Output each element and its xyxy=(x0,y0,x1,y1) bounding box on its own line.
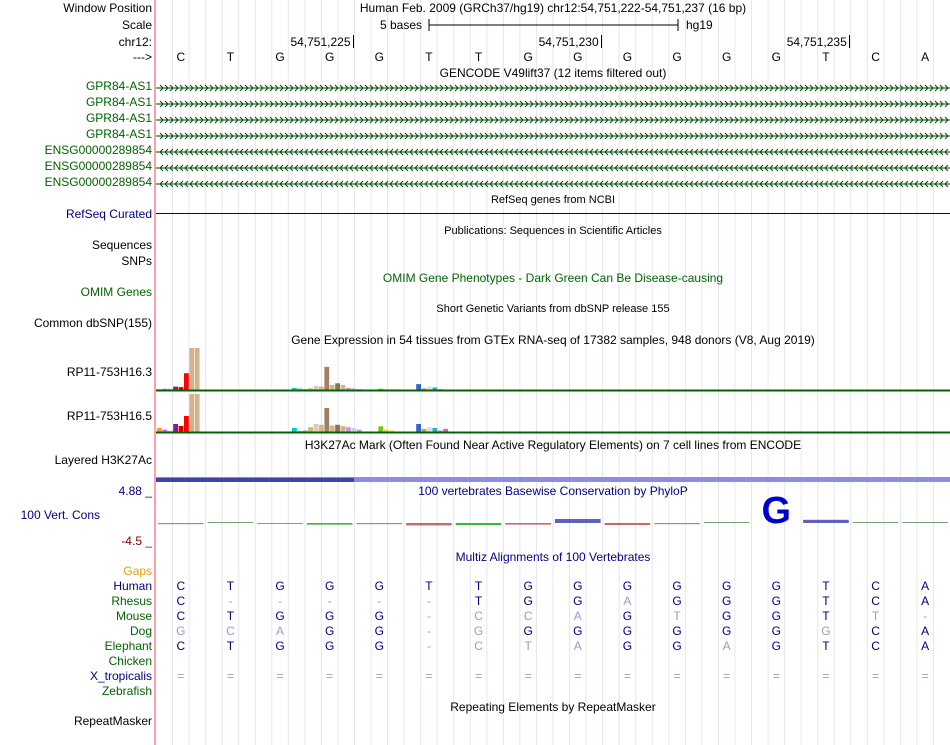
alignment-base: = xyxy=(276,669,284,683)
species-label[interactable]: Mouse xyxy=(115,609,152,623)
alignment-base: = xyxy=(723,669,731,683)
alignment-base: A xyxy=(573,609,582,623)
alignment-base: T xyxy=(822,639,830,653)
gtex-bar xyxy=(314,386,319,390)
alignment-base: = xyxy=(524,669,532,683)
alignment-base: = xyxy=(822,669,830,683)
snps-label[interactable]: SNPs xyxy=(121,254,152,268)
dbsnp-title: Short Genetic Variants from dbSNP release 155 xyxy=(436,303,670,315)
species-label[interactable]: Rhesus xyxy=(111,594,152,608)
alignment-base: G xyxy=(771,624,781,638)
gtex-bar xyxy=(195,394,200,432)
alignment-base: T xyxy=(474,594,483,608)
alignment-base: = xyxy=(772,669,780,683)
alignment-base: C xyxy=(226,624,235,638)
phylop-mark xyxy=(605,523,651,525)
gtex-track[interactable] xyxy=(156,346,950,436)
alignment-base: G xyxy=(473,624,484,638)
strand-label[interactable]: ---> xyxy=(133,50,152,64)
alignment-base: G xyxy=(672,579,682,593)
phylop-mark xyxy=(208,522,254,523)
phylop-mark xyxy=(803,520,849,523)
ruler-base: C xyxy=(176,50,186,64)
gtex-bar xyxy=(416,424,421,432)
gencode-item-label[interactable]: GPR84-AS1 xyxy=(85,79,152,93)
omim-label[interactable]: OMIM Genes xyxy=(80,285,152,299)
alignment-base: C xyxy=(871,639,880,653)
alignment-base: T xyxy=(425,579,433,593)
alignment-base: - xyxy=(278,594,283,608)
alignment-base: - xyxy=(426,624,431,638)
gtex-bar xyxy=(179,426,184,432)
alignment-base: - xyxy=(426,594,431,608)
gencode-title: GENCODE V49lift37 (12 items filtered out) xyxy=(439,66,667,80)
alignment-base: G xyxy=(573,594,583,608)
alignment-base: - xyxy=(923,609,928,623)
alignment-base: G xyxy=(275,609,285,623)
alignment-base: C xyxy=(474,639,483,653)
gtex-bar xyxy=(330,385,335,390)
gtex-bar xyxy=(427,387,432,390)
h3k27ac-label[interactable]: Layered H3K27Ac xyxy=(54,453,152,467)
ruler-base: T xyxy=(226,50,235,64)
alignment-base: G xyxy=(771,594,781,608)
alignment-base: G xyxy=(573,579,583,593)
window-position-text: Human Feb. 2009 (GRCh37/hg19) chr12:54,751,222-54,751,237 (16 bp) xyxy=(359,1,747,15)
gtex-bar xyxy=(173,387,178,390)
gtex-bar xyxy=(184,416,189,432)
alignment-base: T xyxy=(226,579,235,593)
gtex-bar xyxy=(195,348,200,390)
species-label[interactable]: Elephant xyxy=(104,639,152,653)
gtex-bar xyxy=(324,408,329,432)
ruler-base: T xyxy=(474,50,483,64)
alignment-base: = xyxy=(425,669,433,683)
h3k27ac-title: H3K27Ac Mark (Often Found Near Active Regulatory Elements) on 7 cell lines from ENCODE xyxy=(304,438,802,452)
alignment-base: C xyxy=(523,609,533,623)
alignment-base: G xyxy=(325,609,335,623)
gtex-bar xyxy=(351,428,356,432)
alignment-base: C xyxy=(871,579,880,593)
ruler-base: C xyxy=(871,50,880,64)
alignment-base: - xyxy=(377,594,382,608)
ruler-base: G xyxy=(722,50,732,64)
phylop-title: 100 vertebrates Basewise Conservation by PhyloP xyxy=(418,484,688,498)
ruler-base: G xyxy=(374,50,384,64)
species-label[interactable]: Dog xyxy=(129,624,152,638)
gtex-bar xyxy=(292,428,297,432)
alignment-base: = xyxy=(574,669,582,683)
alignment-base: G xyxy=(275,579,285,593)
gtex-bar xyxy=(319,387,324,390)
alignment-base: G xyxy=(672,639,682,653)
scale-bar xyxy=(428,17,680,33)
ruler-base: A xyxy=(921,50,930,64)
alignment-base: - xyxy=(327,594,332,608)
phylop-mark xyxy=(307,523,353,525)
alignment-base: C xyxy=(871,624,880,638)
refseq-label[interactable]: RefSeq Curated xyxy=(65,207,152,221)
alignment-base: G xyxy=(821,624,831,638)
alignment-base: C xyxy=(871,594,880,608)
refseq-line[interactable] xyxy=(156,213,950,214)
ruler-tick-label: 54,751,225 xyxy=(290,35,351,49)
phylop-mark xyxy=(357,523,403,524)
alignment-base: - xyxy=(426,639,431,653)
phylop-track[interactable] xyxy=(156,496,950,546)
alignment-base: A xyxy=(573,639,582,653)
alignment-base: = xyxy=(921,669,929,683)
alignment-base: = xyxy=(673,669,681,683)
phylop-mark xyxy=(654,523,700,524)
gtex-bar xyxy=(308,427,313,432)
alignment-base: T xyxy=(822,579,830,593)
gtex-gene-label-2[interactable]: RP11-753H16.5 xyxy=(66,409,152,423)
gtex-bar xyxy=(432,428,437,432)
gtex-bar xyxy=(346,427,351,432)
phylop-mark xyxy=(456,523,502,525)
gtex-bar xyxy=(324,367,329,390)
gencode-item-label[interactable]: ENSG00000289854 xyxy=(44,143,152,157)
alignment-base: T xyxy=(822,594,830,608)
alignment-base: T xyxy=(673,609,681,623)
alignment-base: G xyxy=(523,579,533,593)
alignment-base: = xyxy=(226,669,234,683)
alignment-base: = xyxy=(177,669,185,683)
alignment-base: G xyxy=(325,639,335,653)
ruler-base: G xyxy=(573,50,583,64)
alignment-base: T xyxy=(871,609,880,623)
scale-assembly: hg19 xyxy=(686,18,713,32)
alignment-base: T xyxy=(822,609,830,623)
gencode-item-label[interactable]: GPR84-AS1 xyxy=(85,95,152,109)
alignment-base: G xyxy=(325,579,335,593)
alignment-base: G xyxy=(771,579,781,593)
species-label[interactable]: Zebrafish xyxy=(101,684,152,698)
gtex-bar xyxy=(416,384,421,390)
gtex-bar xyxy=(319,425,324,432)
alignment-base: C xyxy=(176,594,186,608)
alignment-base: G xyxy=(523,594,533,608)
ruler-base: G xyxy=(622,50,633,64)
alignment-base: T xyxy=(524,639,532,653)
phylop-mark xyxy=(704,522,750,523)
alignment-base: = xyxy=(872,669,880,683)
phylop-mark xyxy=(406,523,452,525)
species-label[interactable]: Human xyxy=(113,579,152,593)
gtex-bar xyxy=(335,383,340,390)
phylop-mark xyxy=(555,519,601,523)
gtex-bar xyxy=(314,424,319,432)
ruler-tick-mark xyxy=(849,35,850,48)
alignment-base: = xyxy=(475,669,483,683)
ruler-tick-label: 54,751,235 xyxy=(786,35,847,49)
alignment-base: A xyxy=(921,639,930,653)
alignment-base: = xyxy=(326,669,334,683)
phylop-ymax: 4.88 _ xyxy=(118,484,152,498)
gtex-title: Gene Expression in 54 tissues from GTEx RNA-seq of 17382 samples, 948 donors (V8, Aug 2019) xyxy=(291,333,815,347)
gencode-track[interactable] xyxy=(156,80,950,192)
gencode-item-label[interactable]: GPR84-AS1 xyxy=(85,111,152,125)
multiz-title: Multiz Alignments of 100 Vertebrates xyxy=(455,550,651,564)
alignment-base: A xyxy=(921,594,930,608)
scale-text: 5 bases xyxy=(380,18,423,32)
alignment-base: G xyxy=(523,624,533,638)
gtex-gene-label-1[interactable]: RP11-753H16.3 xyxy=(66,365,152,379)
track-label-column xyxy=(0,0,154,745)
alignment-base: A xyxy=(623,594,632,608)
phylop-mark xyxy=(902,522,948,523)
repeatmasker-title: Repeating Elements by RepeatMasker xyxy=(450,700,656,714)
alignment-base: C xyxy=(176,579,186,593)
alignment-base: A xyxy=(276,624,285,638)
ruler-tick-mark xyxy=(601,35,602,48)
alignment-base: G xyxy=(722,594,732,608)
alignment-base: = xyxy=(623,669,631,683)
alignment-base: = xyxy=(375,669,383,683)
alignment-base: G xyxy=(771,639,781,653)
ruler-base: G xyxy=(771,50,781,64)
alignment-base: G xyxy=(374,609,384,623)
alignment-base: A xyxy=(921,579,930,593)
scale-label: Scale xyxy=(121,18,152,32)
alignment-base: G xyxy=(325,624,335,638)
chrom-label: chr12: xyxy=(118,35,152,49)
gtex-bar xyxy=(335,425,340,432)
alignment-base: G xyxy=(622,609,633,623)
alignment-base: G xyxy=(771,609,781,623)
gtex-bar xyxy=(341,385,346,390)
phylop-mark xyxy=(505,523,551,525)
pubs-title: Publications: Sequences in Scientific Articles xyxy=(444,225,662,237)
gtex-bar xyxy=(341,426,346,432)
phylop-logo-letter: G xyxy=(761,496,792,532)
phylop-mark xyxy=(158,523,204,524)
dbsnp-label[interactable]: Common dbSNP(155) xyxy=(33,316,152,330)
alignment-base: C xyxy=(176,639,186,653)
gtex-bar xyxy=(189,394,194,432)
phylop-mark xyxy=(853,522,899,523)
alignment-base: G xyxy=(672,624,682,638)
ruler-base: G xyxy=(672,50,682,64)
alignment-base: G xyxy=(374,624,384,638)
window-position-label: Window Position xyxy=(63,1,152,15)
species-label[interactable]: X_tropicalis xyxy=(89,669,152,683)
species-label[interactable]: Chicken xyxy=(108,654,152,668)
gencode-item-label[interactable]: ENSG00000289854 xyxy=(44,159,152,173)
alignment-base: G xyxy=(672,594,682,608)
h3k27ac-track[interactable] xyxy=(156,474,950,484)
alignment-base: G xyxy=(722,579,732,593)
alignment-base: T xyxy=(474,579,483,593)
gtex-bar xyxy=(330,426,335,432)
alignment-base: - xyxy=(426,609,431,623)
phylop-ymin: -4.5 _ xyxy=(121,534,152,548)
alignment-base: A xyxy=(722,639,731,653)
alignment-base: G xyxy=(573,624,583,638)
ruler-tick-mark xyxy=(353,35,354,48)
gtex-bar xyxy=(173,424,178,432)
gaps-label: Gaps xyxy=(123,564,152,578)
gencode-item-label[interactable]: ENSG00000289854 xyxy=(44,175,152,189)
gtex-bar xyxy=(427,427,432,432)
gtex-bar xyxy=(378,426,383,432)
alignment-base: C xyxy=(176,609,186,623)
alignment-base: A xyxy=(921,624,930,638)
alignment-base: G xyxy=(374,579,384,593)
gtex-bar xyxy=(157,428,162,432)
ruler-base: G xyxy=(275,50,285,64)
ruler-tick-label: 54,751,230 xyxy=(538,35,599,49)
refseq-title: RefSeq genes from NCBI xyxy=(490,194,616,206)
alignment-base: G xyxy=(622,624,633,638)
alignment-base: C xyxy=(474,609,483,623)
alignment-base: T xyxy=(226,609,235,623)
alignment-base: G xyxy=(176,624,186,638)
ruler-base: T xyxy=(425,50,433,64)
ruler-base: T xyxy=(822,50,830,64)
ruler-base: G xyxy=(325,50,335,64)
alignment-base: G xyxy=(622,639,633,653)
gtex-bar xyxy=(184,373,189,390)
alignment-base: G xyxy=(622,579,633,593)
phylop-label[interactable]: 100 Vert. Cons xyxy=(20,508,100,522)
ruler-base: G xyxy=(523,50,533,64)
alignment-base: G xyxy=(722,609,732,623)
omim-title: OMIM Gene Phenotypes - Dark Green Can Be Disease-causing xyxy=(382,271,724,285)
gencode-item-label[interactable]: GPR84-AS1 xyxy=(85,127,152,141)
alignment-base: G xyxy=(722,624,732,638)
alignment-base: G xyxy=(374,639,384,653)
phylop-mark xyxy=(257,523,303,524)
alignment-base: - xyxy=(228,594,233,608)
repeatmasker-label[interactable]: RepeatMasker xyxy=(73,714,152,728)
alignment-base: T xyxy=(226,639,235,653)
alignment-base: G xyxy=(275,639,285,653)
pubs-label[interactable]: Sequences xyxy=(91,238,152,252)
gtex-bar xyxy=(189,348,194,390)
